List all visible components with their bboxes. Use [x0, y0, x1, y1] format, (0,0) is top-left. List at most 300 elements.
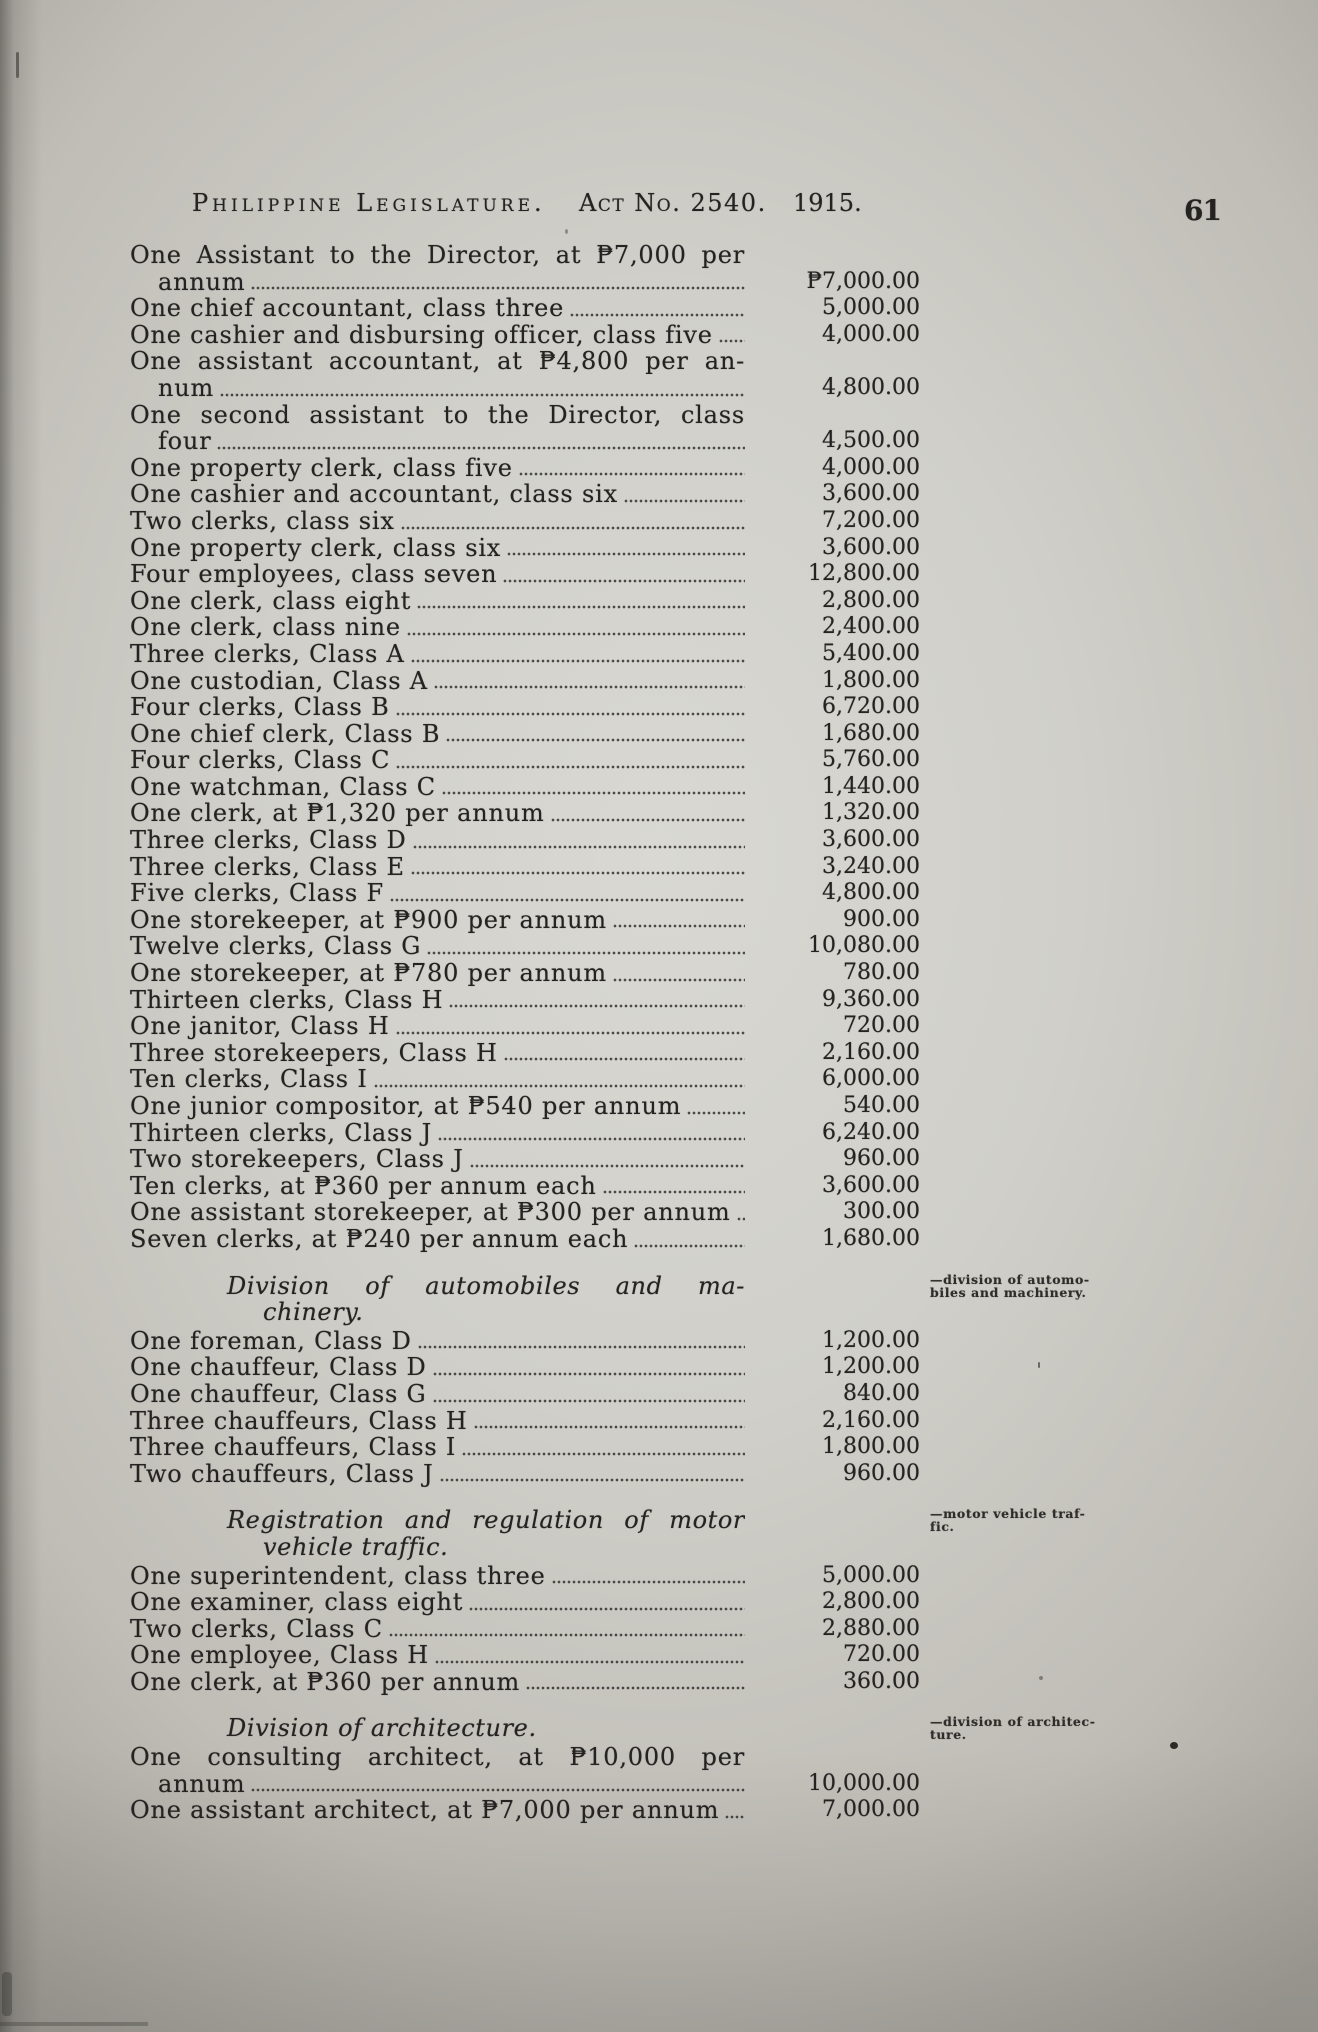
- leader-dots: [396, 1031, 745, 1035]
- salary-entry: [130, 1744, 920, 1797]
- entry-description-text: One clerk, at ₱1,320 per annum: [130, 799, 545, 828]
- entry-description-line: [130, 1797, 745, 1824]
- entry-description: [130, 880, 745, 907]
- entry-description-line: [130, 747, 745, 774]
- entry-amount: 5,400.00: [822, 640, 920, 666]
- entry-amount: 900.00: [843, 906, 920, 932]
- entry-amount: 4,000.00: [822, 321, 920, 347]
- salary-entry: [130, 1173, 920, 1200]
- entry-description-line: [130, 1434, 745, 1461]
- leader-dots: [469, 1607, 745, 1611]
- entry-amount: 6,240.00: [822, 1119, 920, 1145]
- margin-note-line: fic.: [930, 1519, 955, 1535]
- salary-entry: [130, 694, 920, 721]
- leader-dots: [374, 1084, 745, 1088]
- leader-dots: [390, 898, 745, 902]
- entry-description: [130, 1226, 745, 1253]
- entry-description-text: Three chauffeurs, Class H: [130, 1406, 468, 1435]
- salary-entry: [130, 668, 920, 695]
- leader-dots: [418, 1345, 745, 1349]
- entry-description-line: [130, 1461, 745, 1488]
- ink-speck: [1170, 1742, 1178, 1749]
- entry-description-line: [130, 1226, 745, 1253]
- salary-entry: [130, 1066, 920, 1093]
- leader-dots: [725, 1815, 745, 1819]
- entry-description: [130, 1589, 745, 1616]
- salary-entry: [130, 508, 920, 535]
- entry-description-text: Ten clerks, Class I: [130, 1065, 368, 1094]
- entry-description: [130, 322, 745, 349]
- entry-description: [130, 614, 745, 641]
- entry-description-text: One foreman, Class D: [130, 1326, 412, 1355]
- entry-description-text: One employee, Class H: [130, 1641, 429, 1670]
- entry-amount: 4,800.00: [822, 374, 920, 400]
- entry-description-line: One assistant accountant, at ₱4,800 per an-: [130, 348, 745, 375]
- entry-description: [130, 1066, 745, 1093]
- salary-entry: [130, 1669, 920, 1696]
- salary-entry: [130, 774, 920, 801]
- salary-entry: [130, 1199, 920, 1226]
- entry-description-line: One Assistant to the Director, at ₱7,000 per: [130, 242, 745, 269]
- entry-description: [130, 854, 745, 881]
- entry-description: [130, 588, 745, 615]
- leader-dots: [507, 552, 745, 556]
- entry-amount: 1,440.00: [822, 773, 920, 799]
- entry-description-text: One examiner, class eight: [130, 1588, 464, 1617]
- entry-description: [130, 721, 745, 748]
- entry-description: [130, 508, 745, 535]
- entry-amount: 960.00: [843, 1146, 920, 1172]
- section-heading: [130, 1271, 1090, 1327]
- entry-description-text: Two clerks, Class C: [130, 1614, 383, 1643]
- leader-dots: [251, 1788, 745, 1792]
- entry-description: [130, 800, 745, 827]
- division-section: [130, 1506, 1086, 1696]
- leader-dots: [737, 1217, 745, 1221]
- entry-amount: 1,200.00: [822, 1327, 920, 1353]
- entry-description-line: [130, 1669, 745, 1696]
- entry-description-text: Three clerks, Class D: [130, 826, 407, 855]
- entry-description: [130, 348, 745, 401]
- salary-entry: [130, 535, 920, 562]
- entry-description-text: One assistant architect, at ₱7,000 per annum: [130, 1796, 720, 1825]
- entry-description: [130, 1173, 745, 1200]
- entry-description: [130, 1616, 745, 1643]
- entry-description-line: [130, 960, 745, 987]
- entry-description-line: [130, 1013, 745, 1040]
- entry-description: [130, 747, 745, 774]
- entry-amount: 3,600.00: [822, 827, 920, 853]
- entry-description-line: One second assistant to the Director, class: [130, 401, 745, 429]
- entry-description-line: [130, 1328, 745, 1355]
- margin-note: [930, 1507, 1130, 1533]
- entry-description: [130, 1381, 745, 1408]
- entry-description: [130, 641, 745, 668]
- leader-dots: [570, 313, 745, 317]
- entry-description-line: [130, 1771, 745, 1798]
- salary-entry: [130, 588, 920, 615]
- salary-entry: [130, 402, 920, 455]
- entry-description-line: [130, 561, 745, 588]
- salary-entry: [130, 1013, 920, 1040]
- leader-dots: [551, 818, 745, 822]
- entry-description: [130, 402, 745, 455]
- entry-description: [130, 774, 745, 801]
- entry-description: [130, 1040, 745, 1067]
- entry-description: [130, 242, 745, 295]
- entry-description-text: Thirteen clerks, Class J: [130, 1118, 433, 1147]
- entry-description-line: [130, 428, 745, 455]
- ink-speck: [1039, 1676, 1043, 1680]
- salary-entry: [130, 854, 920, 881]
- entry-description-text: Two chauffeurs, Class J: [130, 1459, 434, 1488]
- entry-description: [130, 1146, 745, 1173]
- entry-description-text: Four employees, class seven: [130, 560, 498, 589]
- entry-description-text: One chief clerk, Class B: [130, 719, 441, 748]
- entry-amount: 2,160.00: [822, 1039, 920, 1065]
- salary-entry: [130, 481, 920, 508]
- entry-description-text: One storekeeper, at ₱780 per annum: [130, 959, 607, 988]
- entry-amount: 3,240.00: [822, 853, 920, 879]
- entry-description-line: [130, 588, 745, 615]
- entry-description: [130, 1120, 745, 1147]
- entry-amount: 9,360.00: [822, 986, 920, 1012]
- entry-description-line: [130, 1146, 745, 1173]
- leader-dots: [446, 738, 745, 742]
- division-section: [130, 1714, 1096, 1825]
- entry-description-line: [130, 1563, 745, 1590]
- margin-note-line: ture.: [930, 1727, 967, 1743]
- entry-description-line: [130, 854, 745, 881]
- entry-description-line: [130, 1093, 745, 1120]
- entry-amount: 1,200.00: [822, 1354, 920, 1380]
- entry-description: [130, 535, 745, 562]
- entry-description-line: [130, 800, 745, 827]
- entry-description-line: [130, 1199, 745, 1226]
- entry-description-text: Twelve clerks, Class G: [130, 932, 422, 961]
- leader-dots: [251, 286, 745, 290]
- entry-description-text: One custodian, Class A: [130, 666, 428, 695]
- entry-amount: 840.00: [843, 1380, 920, 1406]
- entry-amount: 3,600.00: [822, 481, 920, 507]
- entry-description-line: [130, 1066, 745, 1093]
- entry-description: [130, 694, 745, 721]
- leader-dots: [433, 1372, 745, 1376]
- entry-description-text: Five clerks, Class F: [130, 879, 384, 908]
- entry-description-line: [130, 508, 745, 535]
- leader-dots: [413, 845, 745, 849]
- entry-description-line: [130, 827, 745, 854]
- division-section: [130, 1271, 1090, 1488]
- entry-amount: 3,600.00: [822, 1172, 920, 1198]
- entry-description-line: [130, 614, 745, 641]
- entry-amount: 5,760.00: [822, 747, 920, 773]
- salary-entry: [130, 242, 920, 295]
- entry-amount: 1,800.00: [822, 1434, 920, 1460]
- entry-description-line: [130, 907, 745, 934]
- entry-amount: 1,800.00: [822, 667, 920, 693]
- entry-amount: 4,500.00: [822, 428, 920, 454]
- entry-amount: 4,800.00: [822, 880, 920, 906]
- entry-description: [130, 987, 745, 1014]
- leader-dots: [417, 605, 745, 609]
- salary-entry: [130, 1226, 920, 1253]
- leader-dots: [603, 1190, 745, 1194]
- entry-description-line: [130, 1354, 745, 1381]
- leader-dots: [474, 1425, 745, 1429]
- section-heading-line: Division of architecture.: [227, 1714, 537, 1743]
- ink-speck: [2, 1972, 12, 2016]
- leader-dots: [449, 1004, 745, 1008]
- entry-amount: 2,800.00: [822, 1589, 920, 1615]
- leader-dots: [462, 1452, 745, 1456]
- entry-description-line: [130, 1616, 745, 1643]
- entry-description-line: [130, 1589, 745, 1616]
- entry-description-line: One consulting architect, at ₱10,000 per: [130, 1744, 745, 1771]
- entry-description-line: [130, 880, 745, 907]
- entry-description-line: [130, 481, 745, 508]
- leader-dots: [435, 1660, 745, 1664]
- entry-description-line: [130, 1040, 745, 1067]
- leader-dots: [407, 632, 745, 636]
- scan-footer-strip: [0, 2022, 148, 2026]
- entry-description-line: [130, 694, 745, 721]
- entry-description-text: Three clerks, Class E: [130, 852, 405, 881]
- entry-description: [130, 1563, 745, 1590]
- entry-description-text: Three chauffeurs, Class I: [130, 1433, 457, 1462]
- leader-dots: [634, 1244, 745, 1248]
- entry-description: [130, 960, 745, 987]
- margin-note: [930, 1273, 1130, 1299]
- entry-description-text: One cashier and accountant, class six: [130, 480, 618, 509]
- entry-description: [130, 1199, 745, 1226]
- entry-description-line: [130, 1408, 745, 1435]
- entry-amount: ₱7,000.00: [806, 268, 920, 294]
- salary-entry: [130, 880, 920, 907]
- entry-description-text: annum: [158, 1769, 246, 1798]
- entry-amount: 6,000.00: [822, 1066, 920, 1092]
- salary-entry: [130, 907, 920, 934]
- leader-dots: [427, 951, 745, 955]
- entry-description-line: [130, 933, 745, 960]
- entry-amount: 360.00: [843, 1668, 920, 1694]
- entry-amount: 1,680.00: [822, 720, 920, 746]
- entry-description: [130, 1408, 745, 1435]
- salary-entry: [130, 614, 920, 641]
- entry-amount: 3,600.00: [822, 534, 920, 560]
- entry-description: [130, 933, 745, 960]
- entry-description-text: One property clerk, class six: [130, 533, 502, 562]
- salary-entry: [130, 1381, 920, 1408]
- entry-description-line: [130, 1120, 745, 1147]
- entry-amount: 7,000.00: [822, 1797, 920, 1823]
- salary-entry: [130, 1434, 920, 1461]
- leader-dots: [719, 339, 745, 343]
- leader-dots: [411, 659, 745, 663]
- margin-note-line: —division of architec-: [930, 1714, 1096, 1730]
- entry-amount: 12,800.00: [808, 561, 920, 587]
- entry-description-text: Three clerks, Class A: [130, 639, 405, 668]
- entry-description-text: One clerk, at ₱360 per annum: [130, 1667, 521, 1696]
- entry-description-text: One clerk, class eight: [130, 586, 412, 615]
- salary-entry: [130, 1589, 920, 1616]
- entry-description-text: One janitor, Class H: [130, 1012, 390, 1041]
- entry-amount: 5,000.00: [822, 295, 920, 321]
- entry-description-text: One property clerk, class five: [130, 453, 513, 482]
- entry-amount: 960.00: [843, 1460, 920, 1486]
- section-heading-line: Registration and regulation of motor: [227, 1507, 745, 1534]
- salary-entry: [130, 1408, 920, 1435]
- running-head-title: Philippine Legislature.: [192, 189, 546, 217]
- entry-description-text: annum: [158, 267, 246, 296]
- leader-dots: [552, 1580, 745, 1584]
- entry-description-text: Two clerks, class six: [130, 506, 395, 535]
- entry-description: [130, 1013, 745, 1040]
- entry-description-text: num: [158, 373, 215, 402]
- leader-dots: [433, 1399, 745, 1403]
- entry-description-text: One chief accountant, class three: [130, 294, 565, 323]
- salary-entry: [130, 641, 920, 668]
- salary-entry: [130, 933, 920, 960]
- entry-amount: 2,160.00: [822, 1407, 920, 1433]
- appropriation-list: [130, 242, 1096, 1825]
- salary-entry: [130, 960, 920, 987]
- entry-description: [130, 1642, 745, 1669]
- entry-amount: 6,720.00: [822, 694, 920, 720]
- entry-description-line: [130, 535, 745, 562]
- entry-amount: 780.00: [843, 960, 920, 986]
- leader-dots: [470, 1164, 745, 1168]
- entry-description: [130, 1461, 745, 1488]
- entry-description-text: Ten clerks, at ₱360 per annum each: [130, 1171, 597, 1200]
- entry-description-text: One cashier and disbursing officer, class five: [130, 320, 713, 349]
- entry-description-line: [130, 269, 745, 296]
- entry-description-line: [130, 641, 745, 668]
- entry-amount: 720.00: [843, 1642, 920, 1668]
- margin-note-line: —division of automo-: [930, 1271, 1090, 1287]
- entry-description-text: four: [158, 427, 212, 456]
- entry-description: [130, 1744, 745, 1797]
- entry-amount: 4,000.00: [822, 454, 920, 480]
- ink-speck: [16, 52, 19, 78]
- entry-description: [130, 1093, 745, 1120]
- section-heading-line: chinery.: [263, 1298, 364, 1327]
- margin-note-line: biles and machinery.: [930, 1284, 1087, 1300]
- salary-entry: [130, 1093, 920, 1120]
- ink-speck: [1038, 1362, 1040, 1368]
- entry-description: [130, 295, 745, 322]
- entry-amount: 2,800.00: [822, 587, 920, 613]
- salary-entry: [130, 348, 920, 401]
- entry-description-line: [130, 668, 745, 695]
- entry-description-line: [130, 455, 745, 482]
- office-staff-section: [130, 242, 920, 1253]
- entry-description-line: [130, 721, 745, 748]
- salary-entry: [130, 1120, 920, 1147]
- salary-entry: [130, 987, 920, 1014]
- entry-amount: 7,200.00: [822, 507, 920, 533]
- salary-entry: [130, 721, 920, 748]
- section-heading: [130, 1714, 1096, 1743]
- entry-description: [130, 455, 745, 482]
- leader-dots: [504, 1057, 745, 1061]
- running-head-year: 1915.: [793, 189, 862, 217]
- entry-amount: 300.00: [843, 1199, 920, 1225]
- entry-description-text: One clerk, class nine: [130, 613, 401, 642]
- entry-description-line: [130, 1173, 745, 1200]
- entry-description: [130, 1434, 745, 1461]
- entry-description-text: One superintendent, class three: [130, 1561, 546, 1590]
- leader-dots: [438, 1137, 745, 1141]
- salary-entry: [130, 295, 920, 322]
- salary-entry: [130, 455, 920, 482]
- entry-description-text: One storekeeper, at ₱900 per annum: [130, 905, 607, 934]
- entry-description-text: One chauffeur, Class D: [130, 1353, 427, 1382]
- salary-entry: [130, 1797, 920, 1824]
- salary-entry: [130, 1642, 920, 1669]
- entry-description-text: One assistant storekeeper, at ₱300 per annum: [130, 1198, 731, 1227]
- entry-description: [130, 1797, 745, 1824]
- leader-dots: [624, 499, 745, 503]
- salary-entry: [130, 1146, 920, 1173]
- leader-dots: [519, 472, 745, 476]
- page-number: 61: [1184, 194, 1221, 227]
- salary-entry: [130, 1040, 920, 1067]
- leader-dots: [396, 712, 745, 716]
- salary-entry: [130, 1328, 920, 1355]
- salary-entry: [130, 827, 920, 854]
- leader-dots: [411, 871, 745, 875]
- entry-description-line: [130, 1642, 745, 1669]
- salary-entry: [130, 1563, 920, 1590]
- entry-description-line: [130, 375, 745, 402]
- entry-amount: 540.00: [843, 1093, 920, 1118]
- entry-description: [130, 1328, 745, 1355]
- leader-dots: [434, 685, 745, 689]
- entry-description-text: Three storekeepers, Class H: [130, 1038, 498, 1067]
- margin-note: [930, 1715, 1130, 1741]
- entry-description-line: [130, 987, 745, 1014]
- entry-description-text: One watchman, Class C: [130, 772, 436, 801]
- entry-description-text: Thirteen clerks, Class H: [130, 985, 444, 1014]
- entry-description-text: One junior compositor, at ₱540 per annum: [130, 1092, 682, 1120]
- ink-speck: [565, 229, 568, 234]
- section-heading-line: Division of automobiles and ma-: [227, 1272, 745, 1300]
- entry-amount: 2,880.00: [822, 1615, 920, 1641]
- leader-dots: [503, 579, 745, 583]
- running-head-act: Act No. 2540.: [579, 189, 767, 217]
- salary-entry: [130, 800, 920, 827]
- section-heading-line: vehicle traffic.: [263, 1532, 449, 1561]
- entry-amount: 1,320.00: [822, 800, 920, 826]
- leader-dots: [442, 791, 745, 795]
- entry-description: [130, 668, 745, 695]
- salary-entry: [130, 561, 920, 588]
- entry-description-text: Four clerks, Class C: [130, 746, 391, 775]
- margin-note-line: —motor vehicle traf-: [930, 1506, 1086, 1522]
- leader-dots: [217, 446, 745, 450]
- entry-description: [130, 827, 745, 854]
- entry-description-line: [130, 322, 745, 349]
- entry-amount: 5,000.00: [822, 1562, 920, 1588]
- leader-dots: [401, 526, 745, 530]
- entry-description-line: [130, 295, 745, 322]
- salary-entry: [130, 1354, 920, 1381]
- entry-amount: 2,400.00: [822, 614, 920, 640]
- salary-entry: [130, 322, 920, 349]
- leader-dots: [613, 924, 745, 928]
- leader-dots: [440, 1478, 745, 1482]
